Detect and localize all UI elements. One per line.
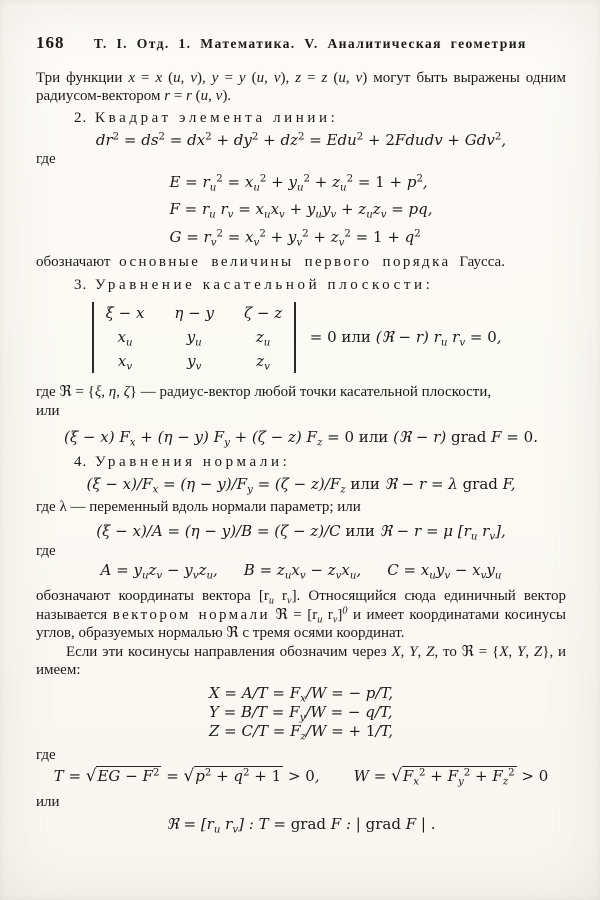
gauss-quantities-block xyxy=(36,169,566,252)
section2-heading xyxy=(36,109,566,128)
det-cell: $x_v$ xyxy=(117,352,133,373)
unit-vector-spaced: вектором нормали xyxy=(112,606,270,623)
section3-title: Уравнение касательной плоскости: xyxy=(95,276,434,293)
page-number: 168 xyxy=(36,33,65,52)
section4-title: Уравнения нормали: xyxy=(95,453,291,470)
eq-C: $C = x_uy_v - x_vy_u$ xyxy=(387,560,502,582)
eq-final-normal: ℜ = [$r_u$ $r_v$] : T = grad F : | grad F | . xyxy=(166,814,436,836)
gauss-outro-tail: Гаусса. xyxy=(450,254,505,270)
det-cell: $z_u$ xyxy=(255,328,271,349)
section4-number: 4. xyxy=(74,453,88,470)
direction-cosines-block xyxy=(36,684,566,742)
where-label-3: где xyxy=(36,747,56,763)
unit-vector-lead: обозначают координаты вектора [$r_u$ $r_v$]. Относящийся сюда единичный вектор называется xyxy=(36,588,567,623)
eq-line-element: $dr^2 = ds^2 = dx^2 + dy^2 + dz^2 = Edu^2$ + 2Fdudv + Gdv$^2$, xyxy=(95,131,507,149)
lambda-note: где λ — переменный вдоль нормали параметр; или xyxy=(36,498,361,515)
section3-heading xyxy=(36,276,566,295)
det-cell: $z_v$ xyxy=(256,352,270,373)
unit-vector-tail: ℜ = [$r_u$ $r_v]^0$ и имеет координатами косинусы углов, образуемых нормалью ℜ с тремя осями координат. xyxy=(36,604,567,641)
eq-A: $A = y_uz_v - y_vz_u$, xyxy=(100,560,218,582)
det-cell: ξ − x xyxy=(105,304,145,322)
eq-G: $G = r_v^2 = x_v^2 + y_v^2 + z_v^2 = 1 + q^2$ xyxy=(169,227,421,249)
section2-number: 2. xyxy=(74,109,88,126)
eq-normal-gradF: $(\xi - x)/F_x = (\eta - y)/F_y = (\zeta - z)/F_z$ или ℜ − r = λ grad F, xyxy=(86,475,516,496)
eq-E: $E = r_u^2 = x_u^2 + y_u^2 + z_u^2 = 1 + p^2$, xyxy=(169,172,428,194)
det-cell: ζ − z xyxy=(244,304,283,322)
or-label: или xyxy=(36,793,60,810)
eq-W: $W = √F_x^2 + F_y^2 + F_z^2 > 0$ xyxy=(353,765,549,788)
det-cell: $x_u$ xyxy=(117,328,133,349)
eq-normal-ABC: (ξ − x)/A = (η − y)/B = (ζ − z)/C или ℜ − r = μ [$r_u$ $r_v$], xyxy=(96,522,506,543)
eq-T: $T = √EG - F^2 = √p^2 + q^2 + 1 > 0$, xyxy=(53,765,320,785)
eq-Z: $Z = C/T = F_z/W$ = + 1/T, xyxy=(208,721,393,743)
eq-ABC-row xyxy=(36,561,566,580)
section3-number: 3. xyxy=(74,276,88,293)
det-cell: η − y xyxy=(174,304,214,322)
running-head xyxy=(36,34,566,54)
eq-B: $B = z_ux_v - z_vx_u$, xyxy=(243,560,362,582)
where-label-2: где xyxy=(36,542,56,559)
unit-vector-paragraph xyxy=(36,587,566,643)
determinant-right-bar xyxy=(294,302,296,373)
eq-TW-row xyxy=(36,766,566,786)
gauss-outro-spaced: основные величины первого порядка xyxy=(119,254,451,270)
eq-Y: $Y = B/T = F_y/W$ = − q/T, xyxy=(208,702,393,724)
where-label-1: где xyxy=(36,150,56,167)
gauss-outro-lead: обозначают xyxy=(36,254,120,270)
section2-title: Квадрат элемента линии: xyxy=(95,109,339,126)
eq-tangent-cartesian: (ξ − x) $F_x + (\eta - y) F_y + (\zeta - z) F_z = 0$ или (ℜ − r) grad F = 0. xyxy=(64,428,538,449)
det-cell: $y_u$ xyxy=(186,328,202,349)
intro-paragraph: Три функции x = x (u, v), y = y (u, v), z = z (u, v) могут быть выражены одним радиусом-вектором r = r (u, v). xyxy=(36,69,567,104)
eq-F: $F = r_u$ $r_v = x_ux_v + y_uy_v + z_uz_v$ = pq, xyxy=(169,200,433,221)
det-cell: $y_v$ xyxy=(187,352,202,373)
gauss-outro-paragraph xyxy=(36,253,566,272)
running-head-title: Т. I. Отд. 1. Математика. V. Аналитическая геометрия xyxy=(93,36,527,51)
tangent-plane-determinant-equation xyxy=(92,300,566,375)
section4-heading xyxy=(36,453,566,472)
cosines-paragraph: Если эти косинусы направления обозначим через X, Y, Z, то ℜ = {X, Y, Z}, и имеем: xyxy=(36,643,567,678)
determinant-rhs: = 0 или (ℜ − r) $r_u$ $r_v = 0$, xyxy=(309,328,502,349)
determinant-grid xyxy=(94,300,295,375)
determinant xyxy=(92,300,296,375)
radius-vector-note: где ℜ = {ξ, η, ζ} — радиус-вектор любой точки касательной плоскости, или xyxy=(36,384,492,419)
eq-X: $X = A/T = F_x/W$ = − p/T, xyxy=(208,683,394,705)
